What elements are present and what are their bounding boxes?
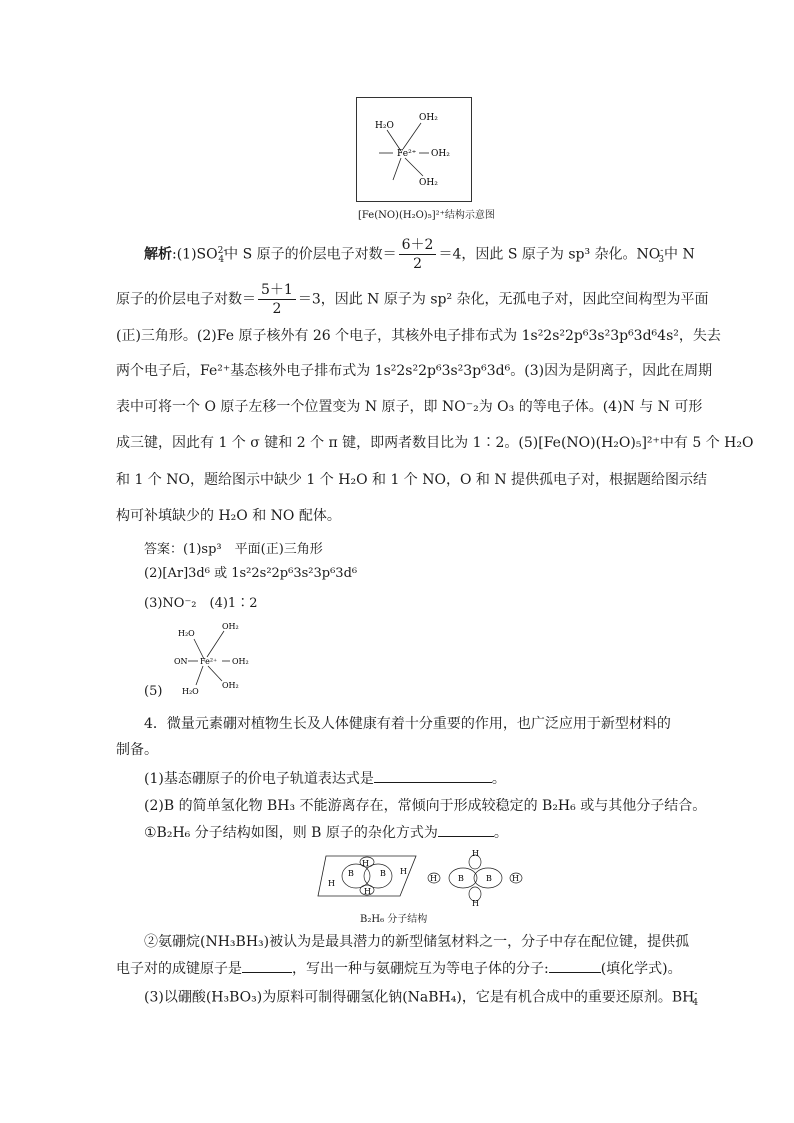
fig1-label-oh2-3: OH₂ [419, 178, 438, 188]
b2h6-figure [316, 848, 524, 908]
b2h6-svg [316, 848, 524, 908]
fraction-2: $\frac{5+1}{2}$ [258, 281, 296, 318]
q4-part-2a: ①B₂H₆ 分子结构如图，则 B 原子的杂化方式为 。 [144, 822, 508, 843]
answer-complex-svg [170, 617, 270, 699]
b2h6-label-b-2: B [380, 869, 386, 878]
b2h6-label-b-1: B [348, 869, 354, 878]
ans-label-fe: Fe²⁺ [200, 657, 218, 666]
answer-blank-3[interactable] [242, 958, 292, 973]
fe-complex-figure [356, 97, 472, 202]
ans-label-on: ON [174, 657, 188, 666]
b2h6-r-label-b-1: B [458, 874, 464, 883]
b2h6-r-label-h-top: H [472, 849, 479, 858]
analysis-line-1: 解析$:(1)SO^{2-}_4$中 S 原子的价层电子对数＝ $\frac{6+2}{2}$ ＝4，因此 S 原子为 sp³ 杂化。$NO^-_3$中 N [144, 237, 695, 272]
analysis-line-6: 成三键，因此有 1 个 σ 键和 2 个 π 键，即两者数目比为 1∶2。(5)[Fe(NO)(H₂O)₅]²⁺中有 5 个 H₂O [116, 435, 754, 451]
fig1-label-oh2-1: OH₂ [419, 113, 438, 123]
answer-blank-1[interactable] [374, 768, 492, 783]
fe-complex-caption: [Fe(NO)(H₂O)₅]²⁺结构示意图 [358, 210, 495, 221]
fig1-label-oh2-2: OH₂ [431, 149, 450, 159]
fig1-label-fe: Fe²⁺ [397, 149, 417, 159]
q4-part-2b-line-2: 电子对的成键原子是 ，写出一种与氨硼烷互为等电子体的分子: (填化学式)。 [116, 958, 682, 979]
fraction-1: $\frac{6+2}{2}$ [399, 236, 437, 273]
bond-upper-right [403, 123, 421, 149]
q4-part-2: (2)B 的简单氢化物 BH₃ 不能游离存在，常倾向于形成较稳定的 B₂H₆ 或与其他分子结合。 [144, 798, 707, 814]
b2h6-label-h-right: H [400, 867, 407, 876]
b2h6-r-label-b-2: B [486, 874, 492, 883]
b2h6-r-label-h-bottom: H [472, 899, 479, 908]
ans-label-oh2-2: OH₂ [232, 657, 249, 666]
b2h6-r-label-h-left: H [430, 874, 437, 883]
q4-stem-line-1: 4．微量元素硼对植物生长及人体健康有着十分重要的作用，也广泛应用于新型材料的 [144, 716, 671, 732]
answer-line-2: (2)[Ar]3d⁶ 或 1s²2s²2p⁶3s²3p⁶3d⁶ [144, 566, 358, 581]
b2h6-caption: B₂H₆ 分子结构 [360, 914, 428, 925]
bond-lower-right [405, 158, 423, 176]
bond-upper-left [387, 130, 401, 151]
answer-line-3: (3)NO⁻₂ (4)1∶2 [144, 596, 258, 611]
analysis-line-2: 原子的价层电子对数＝ $\frac{5+1}{2}$ ＝3，因此 N 原子为 sp² 杂化，无孤电子对，因此空间构型为平面 [116, 282, 709, 317]
analysis-line-4: 两个电子后，Fe²⁺基态核外电子排布式为 1s²2s²2p⁶3s²3p⁶3d⁶。(3)因为是阴离子，因此在周期 [116, 363, 713, 379]
answer-blank-4[interactable] [549, 958, 601, 973]
analysis-line-5: 表中可将一个 O 原子左移一个位置变为 N 原子，即 NO⁻₂为 O₃ 的等电子体。(4)N 与 N 可形 [116, 399, 703, 415]
b2h6-r-label-h-right: H [512, 874, 519, 883]
b2h6-label-h-left: H [328, 879, 335, 888]
q4-part-3: (3)以硼酸(H₃BO₃)为原料可制得硼氢化钠(NaBH₄)，它是有机合成中的重要还原剂。$BH^-_4$ [144, 989, 699, 1009]
analysis-label: 解析 [144, 246, 172, 263]
answer-blank-2[interactable] [438, 822, 494, 837]
ans-label-oh2-1: OH₂ [222, 622, 239, 631]
q4-part-1: (1)基态硼原子的价电子轨道表达式是 。 [144, 768, 506, 789]
b2h6-label-h-top: H [362, 859, 369, 868]
ans-label-oh2-3: OH₂ [222, 681, 239, 690]
answer-line-5: (5) [144, 684, 163, 699]
ans-label-h2o-2: H₂O [182, 687, 199, 696]
answer-complex-figure [170, 617, 270, 699]
fig1-label-h2o-1: H₂O [375, 121, 394, 131]
answer-line-1: 答案：(1)sp³ 平面(正)三角形 [144, 542, 323, 557]
bond-lower-left [393, 158, 401, 180]
fe-complex-svg [357, 98, 471, 201]
q4-part-2b-line-1: ②氨硼烷(NH₃BH₃)被认为是最具潜力的新型储氢材料之一，分子中存在配位键，提供孤 [144, 934, 690, 950]
b2h6-label-h-bottom: H [364, 887, 371, 896]
q4-stem-line-2: 制备。 [116, 742, 158, 758]
analysis-line-7: 和 1 个 NO，题给图示中缺少 1 个 H₂O 和 1 个 NO，O 和 N 提供孤电子对，根据题给图示结 [116, 472, 708, 488]
analysis-line-8: 构可补填缺少的 H₂O 和 NO 配体。 [116, 508, 341, 524]
ans-label-h2o-1: H₂O [178, 629, 195, 638]
analysis-line-3: (正)三角形。(2)Fe 原子核外有 26 个电子，其核外电子排布式为 1s²2s²2p⁶3s²3p⁶3d⁶4s²，失去 [116, 328, 721, 344]
